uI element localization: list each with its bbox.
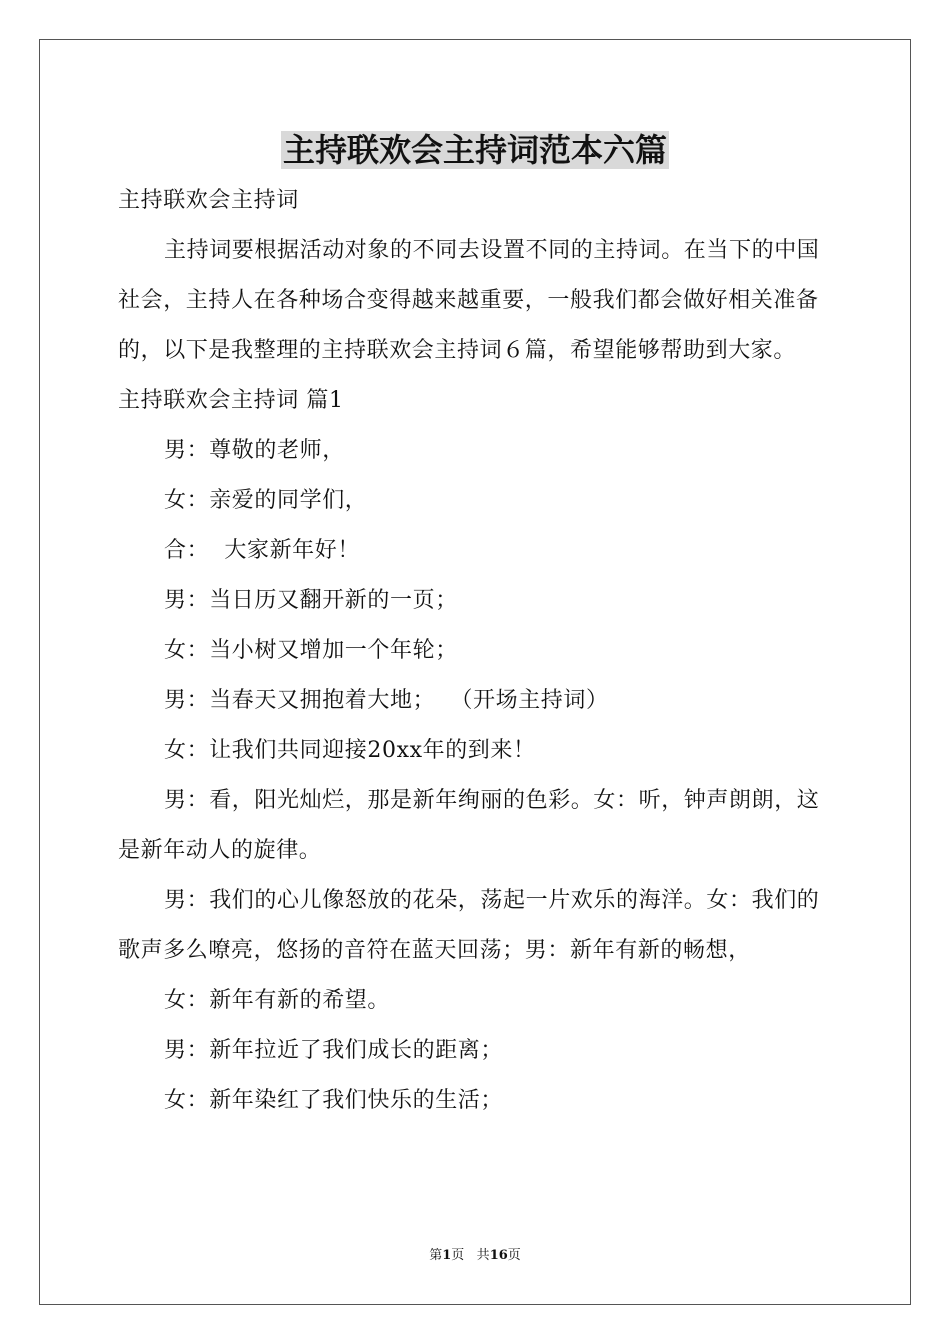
footer-total-suffix: 页 — [507, 1248, 521, 1263]
paragraph: 女：亲爱的同学们， — [164, 488, 368, 513]
paragraph: 合： 大家新年好！ — [164, 538, 360, 563]
footer-page-total: 16 — [489, 1248, 508, 1263]
footer-page-current: 1 — [442, 1248, 452, 1263]
paragraph: 主持词要根据活动对象的不同去设置不同的主持词。在当下的中国社会，主持人在各种场合变得越来越重要，一般我们都会做好相关准备的，以下是我整理的主持联欢会主持词６篇，希望能够帮助到大家。 — [118, 238, 820, 363]
footer-page-prefix: 第 — [429, 1248, 443, 1263]
document-title — [0, 128, 950, 172]
page-footer — [0, 1246, 950, 1266]
paragraph: 主持联欢会主持词 — [118, 188, 299, 213]
document-body — [118, 176, 836, 1126]
paragraph: 男：我们的心儿像怒放的花朵，荡起一片欢乐的海洋。女：我们的歌声多么嘹亮，悠扬的音符在蓝天回荡；男：新年有新的畅想， — [118, 888, 820, 963]
paragraph: 女：新年染红了我们快乐的生活； — [164, 1088, 504, 1113]
paragraph: 男：尊敬的老师， — [164, 438, 345, 463]
document-title-text: 主持联欢会主持词范本六篇 — [282, 131, 667, 169]
paragraph: 男：当春天又拥抱着大地； （开场主持词） — [164, 688, 609, 713]
footer-page-suffix: 页 — [451, 1248, 465, 1263]
paragraph: 女：当小树又增加一个年轮； — [164, 638, 458, 663]
paragraph: 男：当日历又翻开新的一页； — [164, 588, 458, 613]
paragraph: 女：新年有新的希望。 — [164, 988, 391, 1013]
footer-total-prefix: 共 — [476, 1248, 490, 1263]
paragraph: 男：新年拉近了我们成长的距离； — [164, 1038, 504, 1063]
paragraph: 主持联欢会主持词 篇1 — [118, 388, 344, 413]
paragraph: 男：看，阳光灿烂，那是新年绚丽的色彩。女：听，钟声朗朗，这是新年动人的旋律。 — [118, 788, 820, 863]
paragraph: 女：让我们共同迎接20xx年的到来！ — [164, 738, 536, 763]
